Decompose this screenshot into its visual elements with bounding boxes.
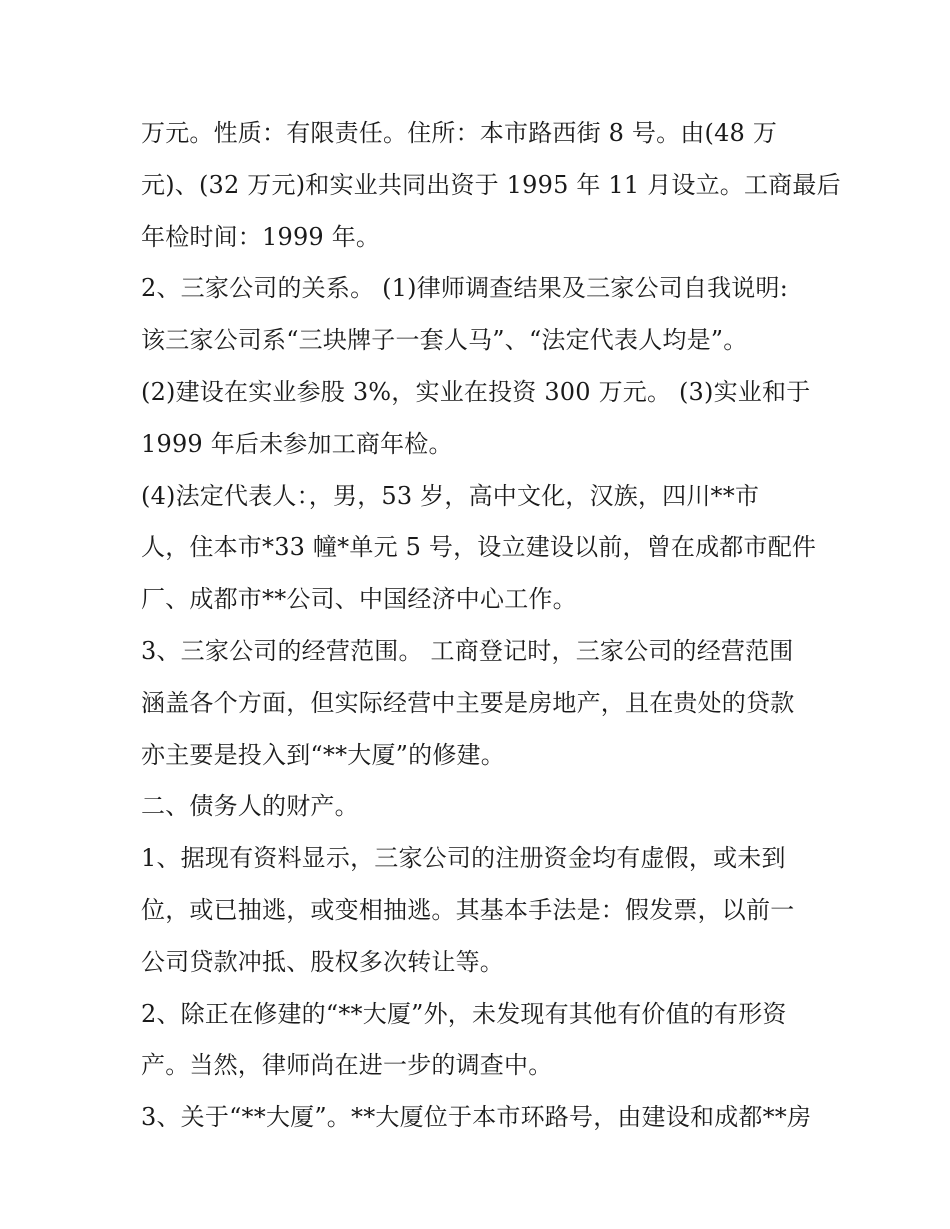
- text-line: 涵盖各个方面，但实际经营中主要是房地产，且在贵处的贷款: [141, 688, 795, 717]
- text-line: 该三家公司系“三块牌子一套人马”、“法定代表人均是”。: [141, 326, 748, 355]
- text-line: 2、除正在修建的“**大厦”外，未发现有其他有价值的有形资: [141, 999, 787, 1028]
- text-line: 位，或已抽逃，或变相抽逃。其基本手法是：假发票，以前一: [141, 895, 795, 924]
- text-line: 万元。性质：有限责任。住所：本市路西街 8 号。由(48 万: [141, 119, 778, 147]
- text-line: 亦主要是投入到“**大厦”的修建。: [141, 740, 505, 769]
- text-line: 1、据现有资料显示，三家公司的注册资金均有虚假，或未到: [141, 844, 786, 873]
- text-line: 元)、(32 万元)和实业共同出资于 1995 年 11 月设立。工商最后: [141, 170, 841, 199]
- text-line: 人，住本市*33 幢*单元 5 号，设立建设以前，曾在成都市配件: [141, 533, 817, 562]
- text-line: 年检时间：1999 年。: [141, 222, 381, 251]
- text-line: 1999 年后未参加工商年检。: [141, 429, 453, 458]
- text-line: (4)法定代表人：，男，53 岁，高中文化，汉族，四川**市: [141, 481, 760, 510]
- text-line: 3、关于“**大厦”。**大厦位于本市环路号，由建设和成都**房: [141, 1103, 812, 1132]
- text-line: 2、三家公司的关系。 (1)律师调查结果及三家公司自我说明:: [141, 274, 788, 303]
- document-body: [141, 108, 841, 1144]
- text-line: 产。当然，律师尚在进一步的调查中。: [141, 1051, 553, 1080]
- text-line: (2)建设在实业参股 3%，实业在投资 300 万元。 (3)实业和于: [141, 377, 811, 406]
- text-line: 3、三家公司的经营范围。 工商登记时，三家公司的经营范围: [141, 636, 794, 665]
- text-line: 厂、成都市**公司、中国经济中心工作。: [141, 585, 577, 614]
- text-line: 公司贷款冲抵、股权多次转让等。: [141, 947, 504, 976]
- section-heading: 二、债务人的财产。: [141, 792, 359, 821]
